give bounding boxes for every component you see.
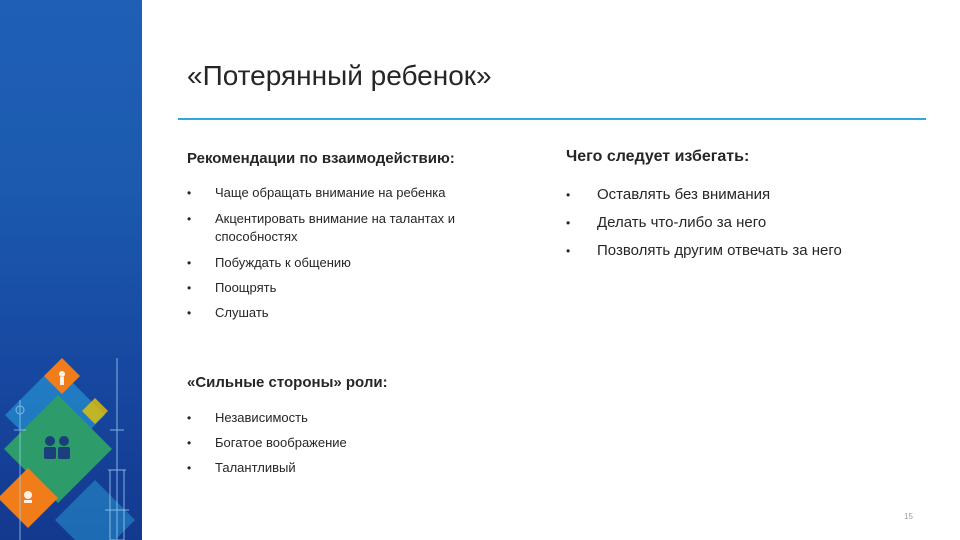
list-item: • Независимость	[187, 409, 517, 427]
sidebar-illustration	[0, 0, 142, 540]
list-item: • Богатое воображение	[187, 434, 517, 452]
list-item: • Оставлять без внимания	[566, 185, 906, 205]
list-item: • Делать что-либо за него	[566, 213, 906, 233]
recommendations-list	[187, 184, 517, 322]
list-item: • Побуждать к общению	[187, 254, 517, 272]
list-item: • Чаще обращать внимание на ребенка	[187, 184, 517, 202]
strengths-list	[187, 409, 517, 477]
list-item: • Слушать	[187, 304, 517, 322]
avoid-list	[566, 185, 906, 261]
page-number: 15	[904, 512, 913, 521]
avoid-heading: Чего следует избегать:	[566, 148, 750, 165]
title-divider	[178, 118, 926, 120]
list-item: • Талантливый	[187, 459, 517, 477]
recommendations-heading: Рекомендации по взаимодействию:	[187, 150, 455, 167]
flame-icon	[24, 491, 32, 503]
list-item: • Поощрять	[187, 279, 517, 297]
decorative-sidebar	[0, 0, 142, 540]
list-item: • Позволять другим отвечать за него	[566, 241, 906, 261]
page-title: «Потерянный ребенок»	[187, 60, 492, 91]
strengths-heading: «Сильные стороны» роли:	[187, 374, 388, 391]
list-item: • Акцентировать внимание на талантах и способностях	[187, 210, 517, 246]
